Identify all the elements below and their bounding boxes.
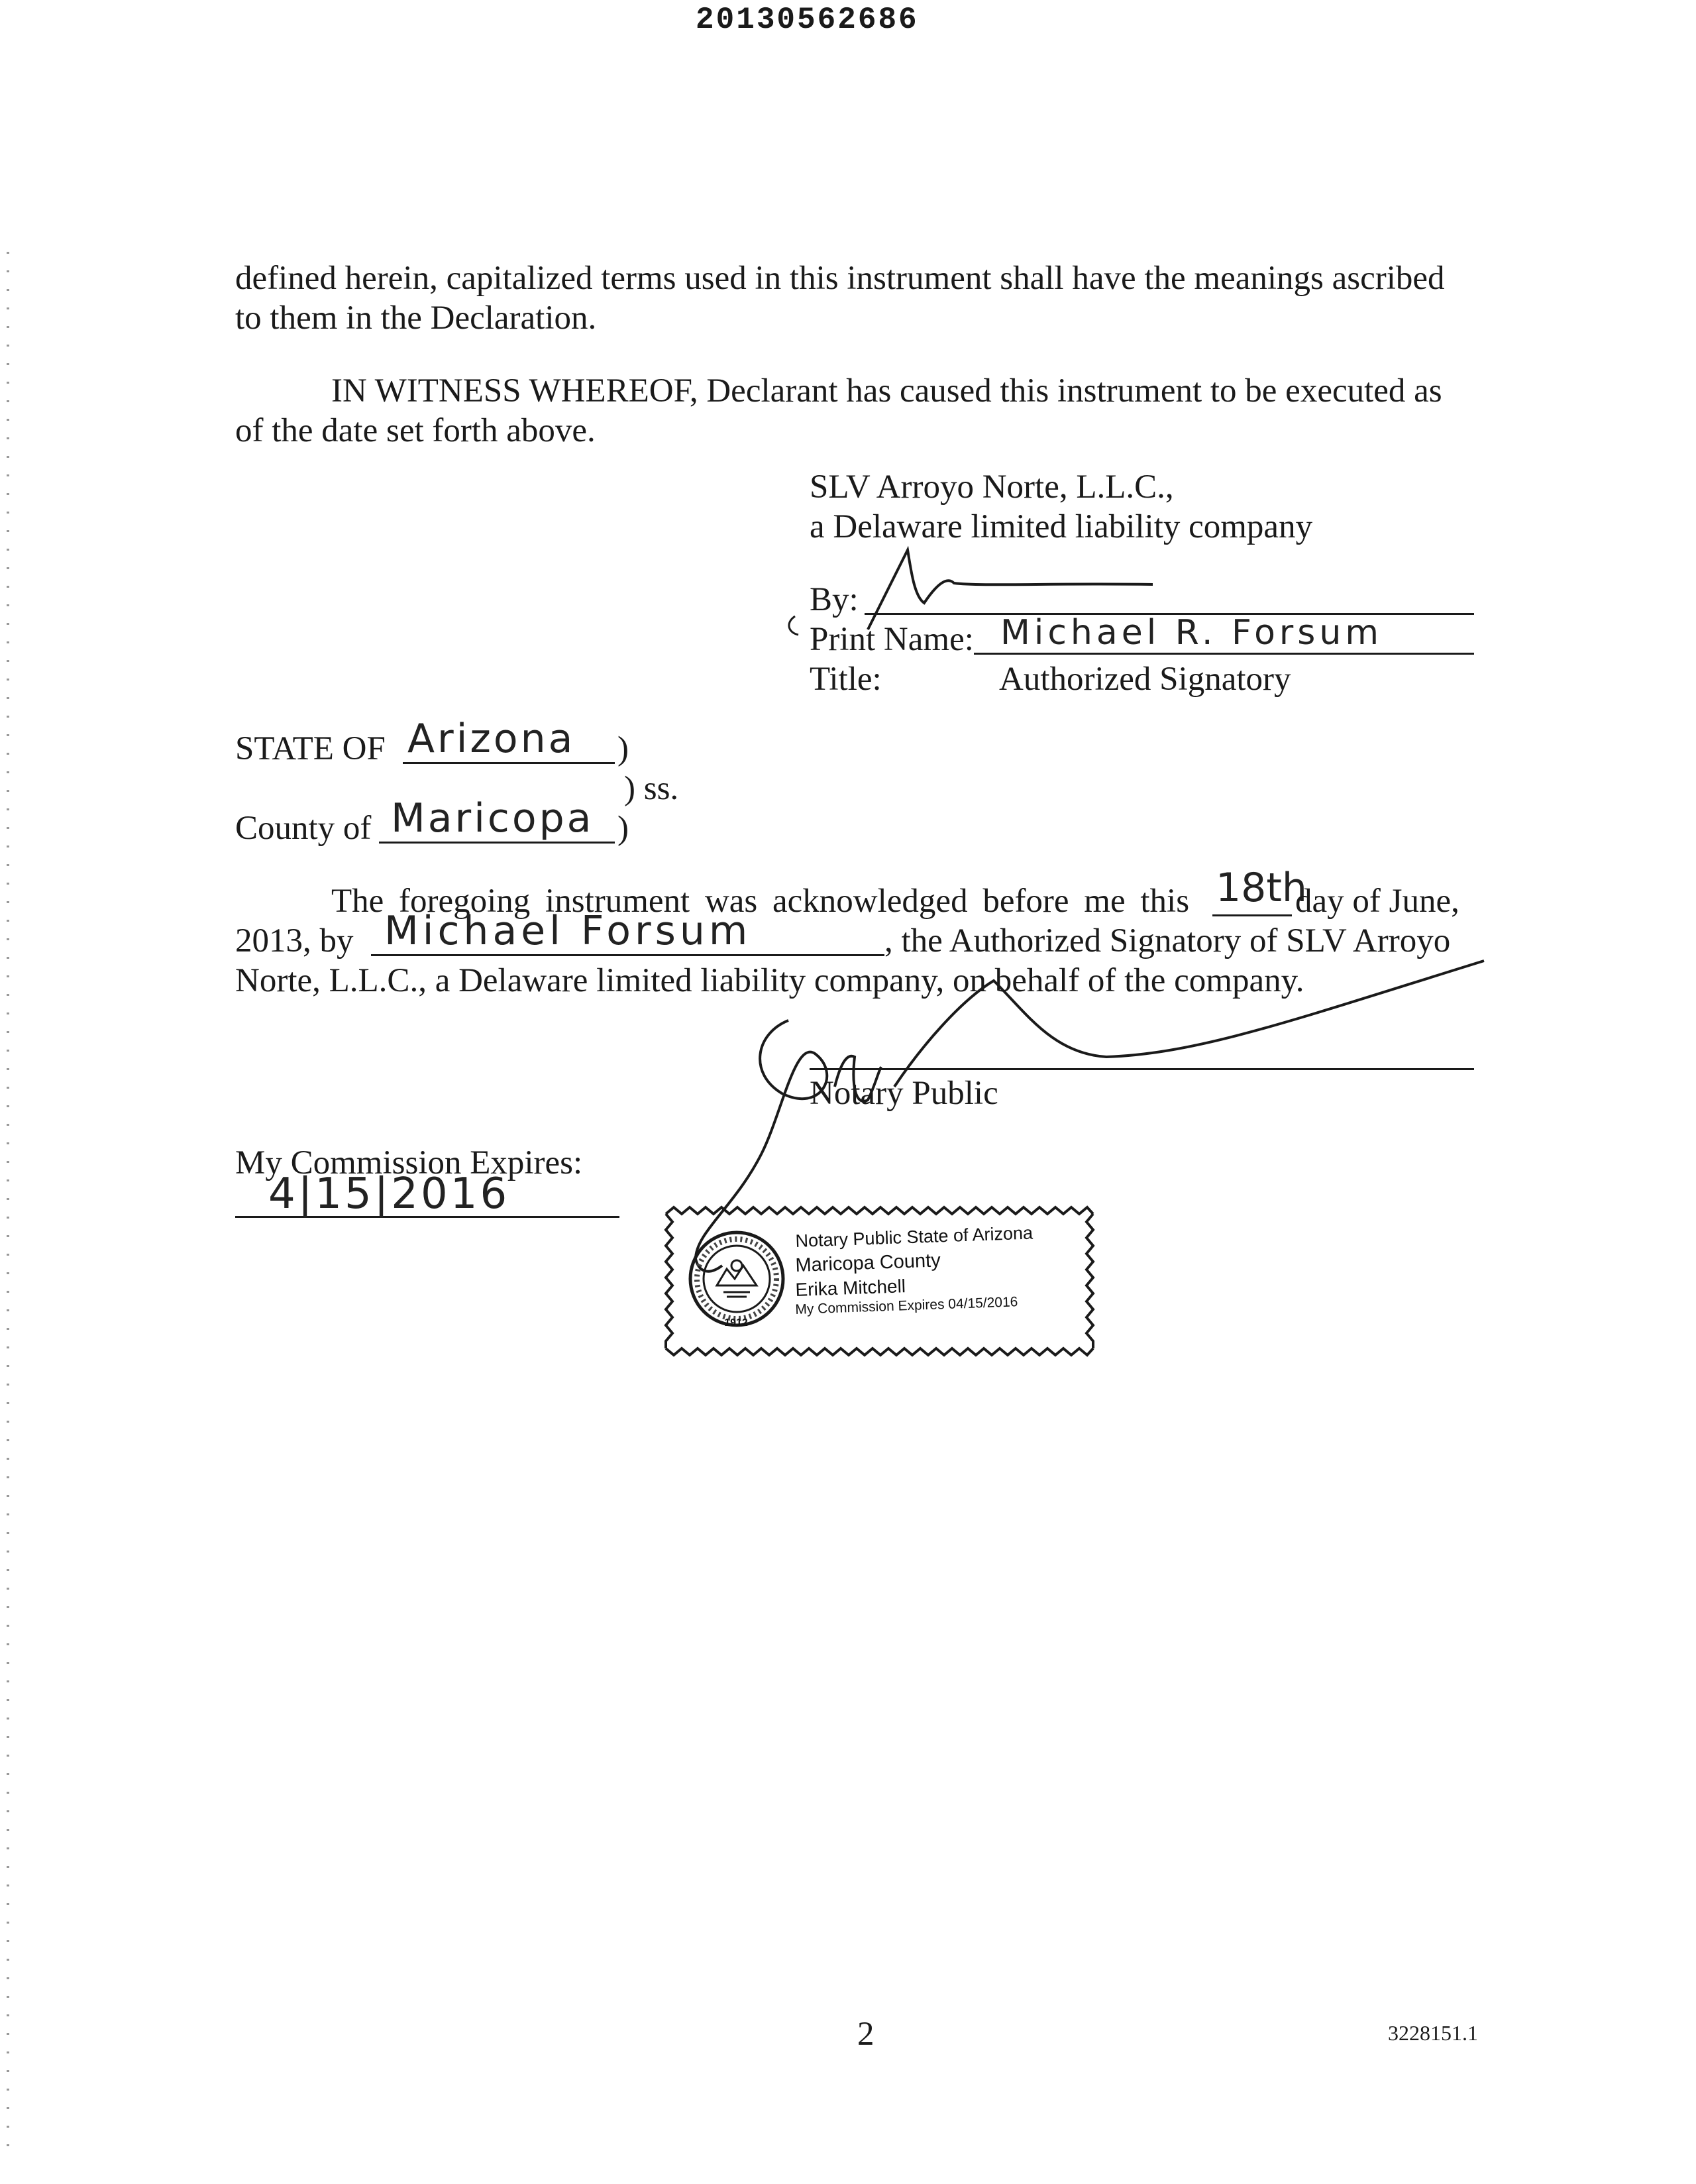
commission-label: My Commission Expires:	[235, 1144, 583, 1181]
paragraph-line: defined herein, capitalized terms used in this instrument shall have the meanings ascribed	[235, 260, 1445, 297]
paragraph-line: to them in the Declaration.	[235, 300, 597, 337]
ack-line-2a: 2013, by	[235, 922, 354, 959]
arizona-seal-icon	[687, 1229, 786, 1329]
commission-value: 4|15|2016	[268, 1170, 510, 1219]
print-name-value: Michael R. Forsum	[1000, 613, 1383, 653]
state-label: STATE OF	[235, 730, 386, 767]
county-paren: )	[617, 810, 629, 847]
document-id: 3228151.1	[1388, 2021, 1478, 2045]
company-description: a Delaware limited liability company	[810, 508, 1313, 545]
day-line	[1212, 914, 1292, 916]
paragraph-line: IN WITNESS WHEREOF, Declarant has caused this instrument to be executed as	[331, 372, 1442, 410]
day-value: 18th	[1216, 865, 1307, 911]
company-name: SLV Arroyo Norte, L.L.C.,	[810, 468, 1174, 506]
ack-line-1b: day of June,	[1295, 883, 1459, 920]
scan-edge-marks	[7, 252, 9, 2160]
county-label: County of	[235, 810, 372, 847]
print-name-line	[974, 653, 1474, 655]
stamp-line-4: My Commission Expires 04/15/2016	[795, 1294, 1018, 1317]
page-number: 2	[857, 2016, 874, 2053]
print-name-label: Print Name:	[810, 621, 974, 658]
paragraph-witness	[235, 371, 1481, 451]
paragraph-line: of the date set forth above.	[235, 412, 596, 449]
stamp-line-3: Erika Mitchell	[795, 1276, 906, 1300]
stamp-line-2: Maricopa County	[795, 1250, 941, 1276]
ack-signer-name: Michael Forsum	[384, 908, 752, 954]
paragraph-definitions	[235, 258, 1481, 338]
ack-line-3: Norte, L.L.C., a Delaware limited liability company, on behalf of the company.	[235, 962, 1304, 999]
notary-public-label: Notary Public	[810, 1075, 998, 1112]
by-label: By:	[810, 581, 859, 618]
state-paren: )	[617, 730, 629, 767]
ack-line-1a: The foregoing instrument was acknowledged before me this	[331, 883, 1190, 920]
county-line	[379, 842, 615, 844]
notary-stamp	[659, 1199, 1100, 1362]
stamp-line-1: Notary Public State of Arizona	[795, 1223, 1034, 1251]
title-value: Authorized Signatory	[999, 661, 1291, 698]
state-value: Arizona	[407, 716, 576, 762]
county-value: Maricopa	[391, 795, 594, 842]
seal-year: 1912	[724, 1317, 748, 1329]
recording-number: 20130562686	[696, 3, 919, 37]
title-label: Title:	[810, 661, 882, 698]
state-line	[403, 762, 615, 764]
ack-line-2b: , the Authorized Signatory of SLV Arroyo	[884, 922, 1451, 959]
ss-mark: ) ss.	[624, 770, 679, 807]
